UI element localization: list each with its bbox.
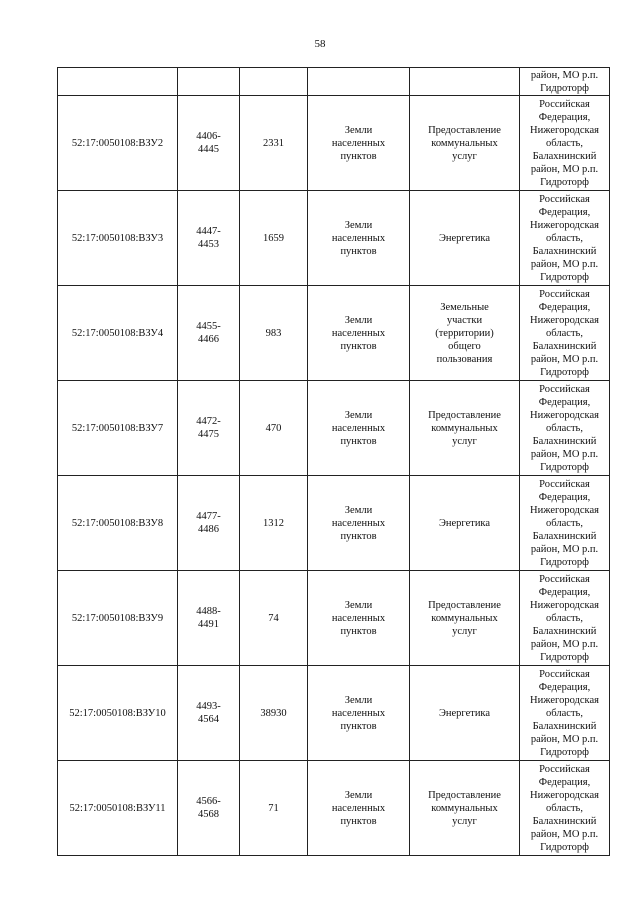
address-line: Федерация, xyxy=(538,111,591,123)
category-cell xyxy=(308,68,410,96)
usage-line: общего xyxy=(448,340,481,352)
cadastral-cell: 52:17:0050108:ВЗУ2 xyxy=(58,96,178,191)
address-line: область, xyxy=(546,327,583,339)
category-cell xyxy=(308,761,410,856)
address-line: Балахнинский xyxy=(532,720,597,732)
cadastral-cell: 52:17:0050108:ВЗУ9 xyxy=(58,571,178,666)
usage-line: коммунальных xyxy=(431,802,498,814)
table-row xyxy=(58,286,610,381)
category-line: Земли xyxy=(344,219,373,231)
cadastral-cell: 52:17:0050108:ВЗУ11 xyxy=(58,761,178,856)
cadastral-cell xyxy=(58,68,178,96)
address-line: Нижегородская xyxy=(530,124,599,136)
address-line: Нижегородская xyxy=(530,314,599,326)
area-cell: 983 xyxy=(240,286,308,381)
usage-line: Предоставление xyxy=(428,599,501,611)
points-line: 4486 xyxy=(198,524,219,535)
category-line: пунктов xyxy=(340,435,377,447)
address-line: район, МО р.п. xyxy=(530,70,599,81)
address-line: Федерация, xyxy=(538,301,591,313)
continuation-row xyxy=(58,68,610,96)
usage-line: (территории) xyxy=(435,327,494,339)
cadastral-cell: 52:17:0050108:ВЗУ8 xyxy=(58,476,178,571)
category-cell xyxy=(308,571,410,666)
land-plots-table xyxy=(57,67,610,856)
points-line: 4406- xyxy=(196,131,221,142)
area-cell: 1659 xyxy=(240,191,308,286)
cadastral-cell: 52:17:0050108:ВЗУ7 xyxy=(58,381,178,476)
address-line: Нижегородская xyxy=(530,219,599,231)
address-cell xyxy=(520,666,610,761)
points-line: 4453 xyxy=(198,239,219,250)
address-cell xyxy=(520,381,610,476)
address-line: Балахнинский xyxy=(532,815,597,827)
area-cell xyxy=(240,68,308,96)
points-cell xyxy=(178,381,240,476)
category-cell xyxy=(308,96,410,191)
address-line: Гидроторф xyxy=(540,651,589,663)
points-cell xyxy=(178,761,240,856)
address-line: область, xyxy=(546,707,583,719)
category-line: Земли xyxy=(344,789,373,801)
category-line: пунктов xyxy=(340,150,377,162)
category-line: Земли xyxy=(344,599,373,611)
table-row xyxy=(58,476,610,571)
category-line: пунктов xyxy=(340,720,377,732)
address-line: Балахнинский xyxy=(532,340,597,352)
usage-line: Энергетика xyxy=(438,517,491,529)
usage-line: пользования xyxy=(436,353,493,365)
cadastral-cell: 52:17:0050108:ВЗУ10 xyxy=(58,666,178,761)
address-line: район, МО р.п. xyxy=(530,258,599,270)
address-line: Гидроторф xyxy=(540,83,589,94)
address-cell xyxy=(520,761,610,856)
address-line: область, xyxy=(546,802,583,814)
category-line: Земли xyxy=(344,314,373,326)
usage-line: коммунальных xyxy=(431,137,498,149)
address-line: Российская xyxy=(539,193,590,205)
points-line: 4466 xyxy=(198,334,219,345)
category-line: пунктов xyxy=(340,245,377,257)
usage-line: Предоставление xyxy=(428,409,501,421)
address-line: Нижегородская xyxy=(530,599,599,611)
address-line: Гидроторф xyxy=(540,366,589,378)
address-line: Российская xyxy=(539,288,590,300)
address-line: район, МО р.п. xyxy=(530,638,599,650)
area-cell: 2331 xyxy=(240,96,308,191)
category-line: населенных xyxy=(331,137,386,149)
usage-line: коммунальных xyxy=(431,422,498,434)
usage-line: Предоставление xyxy=(428,789,501,801)
category-line: населенных xyxy=(331,327,386,339)
address-line: Федерация, xyxy=(538,681,591,693)
category-cell xyxy=(308,286,410,381)
address-line: Балахнинский xyxy=(532,245,597,257)
usage-cell xyxy=(410,191,520,286)
address-line: Нижегородская xyxy=(530,789,599,801)
category-line: пунктов xyxy=(340,530,377,542)
points-line: 4493- xyxy=(196,701,221,712)
usage-line: коммунальных xyxy=(431,612,498,624)
address-line: область, xyxy=(546,232,583,244)
usage-line: услуг xyxy=(452,815,477,827)
address-line: Российская xyxy=(539,98,590,110)
address-line: Балахнинский xyxy=(532,530,597,542)
points-line: 4566- xyxy=(196,796,221,807)
table-body xyxy=(58,68,610,856)
address-line: Гидроторф xyxy=(540,746,589,758)
points-line: 4491 xyxy=(198,619,219,630)
category-line: Земли xyxy=(344,694,373,706)
address-line: Нижегородская xyxy=(530,409,599,421)
address-line: область, xyxy=(546,422,583,434)
usage-cell xyxy=(410,286,520,381)
address-line: область, xyxy=(546,612,583,624)
usage-line: Энергетика xyxy=(438,232,491,244)
category-line: пунктов xyxy=(340,340,377,352)
address-line: Федерация, xyxy=(538,586,591,598)
address-line: район, МО р.п. xyxy=(530,448,599,460)
address-line: район, МО р.п. xyxy=(530,733,599,745)
table-row xyxy=(58,191,610,286)
area-cell: 470 xyxy=(240,381,308,476)
category-line: Земли xyxy=(344,124,373,136)
points-cell xyxy=(178,191,240,286)
address-line: Балахнинский xyxy=(532,625,597,637)
category-line: населенных xyxy=(331,232,386,244)
usage-line: услуг xyxy=(452,150,477,162)
area-cell: 38930 xyxy=(240,666,308,761)
address-cell xyxy=(520,476,610,571)
category-line: населенных xyxy=(331,707,386,719)
address-line: Российская xyxy=(539,383,590,395)
address-line: Балахнинский xyxy=(532,435,597,447)
address-line: Российская xyxy=(539,763,590,775)
points-line: 4445 xyxy=(198,144,219,155)
usage-line: Предоставление xyxy=(428,124,501,136)
address-line: Российская xyxy=(539,668,590,680)
category-line: пунктов xyxy=(340,625,377,637)
usage-cell xyxy=(410,68,520,96)
table-row xyxy=(58,761,610,856)
address-line: Нижегородская xyxy=(530,694,599,706)
category-line: населенных xyxy=(331,612,386,624)
address-line: Федерация, xyxy=(538,206,591,218)
address-line: Гидроторф xyxy=(540,556,589,568)
points-cell xyxy=(178,286,240,381)
category-line: населенных xyxy=(331,802,386,814)
usage-line: услуг xyxy=(452,435,477,447)
category-cell xyxy=(308,191,410,286)
address-cell xyxy=(520,191,610,286)
table-row xyxy=(58,571,610,666)
usage-cell xyxy=(410,476,520,571)
usage-line: услуг xyxy=(452,625,477,637)
usage-cell xyxy=(410,96,520,191)
address-line: Российская xyxy=(539,573,590,585)
points-line: 4568 xyxy=(198,809,219,820)
table-row xyxy=(58,666,610,761)
points-line: 4447- xyxy=(196,226,221,237)
points-line: 4455- xyxy=(196,321,221,332)
table-row xyxy=(58,381,610,476)
page-number: 58 xyxy=(314,38,326,50)
cadastral-cell: 52:17:0050108:ВЗУ3 xyxy=(58,191,178,286)
table-row xyxy=(58,96,610,191)
address-cell xyxy=(520,68,610,96)
usage-cell xyxy=(410,761,520,856)
address-line: Федерация, xyxy=(538,396,591,408)
points-line: 4475 xyxy=(198,429,219,440)
category-line: населенных xyxy=(331,422,386,434)
address-line: Гидроторф xyxy=(540,271,589,283)
category-line: пунктов xyxy=(340,815,377,827)
category-line: Земли xyxy=(344,409,373,421)
area-cell: 1312 xyxy=(240,476,308,571)
address-line: Российская xyxy=(539,478,590,490)
area-cell: 74 xyxy=(240,571,308,666)
address-cell xyxy=(520,96,610,191)
address-line: район, МО р.п. xyxy=(530,543,599,555)
address-line: Балахнинский xyxy=(532,150,597,162)
points-line: 4564 xyxy=(198,714,219,725)
usage-line: Энергетика xyxy=(438,707,491,719)
points-cell xyxy=(178,571,240,666)
address-line: Гидроторф xyxy=(540,176,589,188)
address-line: Федерация, xyxy=(538,491,591,503)
usage-cell xyxy=(410,571,520,666)
category-cell xyxy=(308,476,410,571)
address-line: область, xyxy=(546,137,583,149)
points-line: 4477- xyxy=(196,511,221,522)
points-cell xyxy=(178,476,240,571)
address-cell xyxy=(520,286,610,381)
points-cell xyxy=(178,68,240,96)
address-line: Гидроторф xyxy=(540,461,589,473)
category-cell xyxy=(308,381,410,476)
cadastral-cell: 52:17:0050108:ВЗУ4 xyxy=(58,286,178,381)
address-line: район, МО р.п. xyxy=(530,828,599,840)
points-line: 4472- xyxy=(196,416,221,427)
category-line: населенных xyxy=(331,517,386,529)
category-cell xyxy=(308,666,410,761)
area-cell: 71 xyxy=(240,761,308,856)
address-line: Гидроторф xyxy=(540,841,589,853)
usage-line: Земельные xyxy=(440,301,489,313)
points-cell xyxy=(178,666,240,761)
address-line: Нижегородская xyxy=(530,504,599,516)
address-line: Федерация, xyxy=(538,776,591,788)
address-line: область, xyxy=(546,517,583,529)
address-line: район, МО р.п. xyxy=(530,353,599,365)
category-line: Земли xyxy=(344,504,373,516)
address-cell xyxy=(520,571,610,666)
points-line: 4488- xyxy=(196,606,221,617)
usage-line: участки xyxy=(446,314,483,326)
usage-cell xyxy=(410,666,520,761)
points-cell xyxy=(178,96,240,191)
usage-cell xyxy=(410,381,520,476)
address-line: район, МО р.п. xyxy=(530,163,599,175)
